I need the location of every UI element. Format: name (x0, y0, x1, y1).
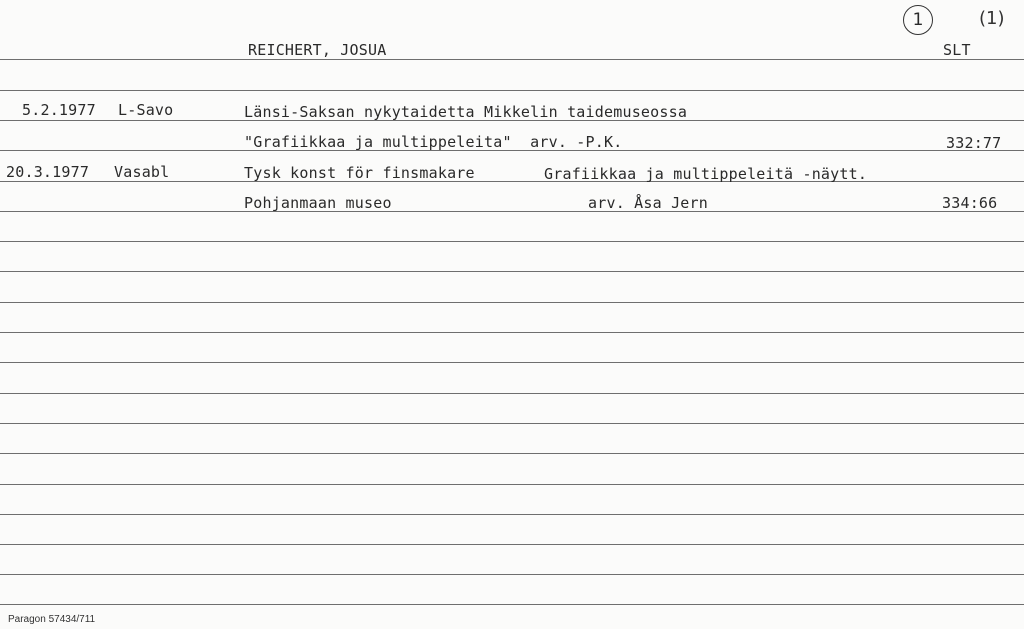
card-footer: Paragon 57434/711 (8, 614, 96, 625)
card-code: SLT (943, 41, 971, 59)
entry-title: Tysk konst för finsmakare (244, 164, 475, 182)
rule-line (0, 423, 1024, 424)
rule-line (0, 241, 1024, 242)
rule-line (0, 181, 1024, 182)
rule-line (0, 514, 1024, 515)
rule-line (0, 59, 1024, 60)
entry-source: L-Savo (118, 101, 174, 119)
entry-reviewer: arv. Åsa Jern (588, 194, 708, 212)
entry-reference: 332:77 (946, 134, 1002, 152)
rule-line (0, 302, 1024, 303)
rule-line (0, 211, 1024, 212)
entry-date: 5.2.1977 (22, 101, 96, 119)
rule-line (0, 604, 1024, 605)
rule-line (0, 332, 1024, 333)
rule-line (0, 393, 1024, 394)
entry-title-alt: Grafiikkaa ja multippeleitä -näytt. (544, 165, 868, 183)
card-name: REICHERT, JOSUA (248, 41, 387, 59)
entry-subtitle: "Grafiikkaa ja multippeleita" arv. -P.K. (244, 133, 623, 151)
rule-line (0, 544, 1024, 545)
rule-line (0, 574, 1024, 575)
rule-line (0, 484, 1024, 485)
entry-source: Vasabl (114, 163, 170, 181)
entry-venue: Pohjanmaan museo (244, 194, 392, 212)
rule-line (0, 362, 1024, 363)
rule-line (0, 453, 1024, 454)
entry-title: Länsi-Saksan nykytaidetta Mikkelin taidemuseossa (244, 103, 688, 121)
entry-date: 20.3.1977 (6, 163, 90, 181)
circled-number-mark: 1 (903, 5, 933, 35)
entry-reference: 334:66 (942, 194, 998, 212)
rule-line (0, 90, 1024, 91)
rule-line (0, 271, 1024, 272)
paren-number-mark: (1) (979, 8, 1005, 29)
